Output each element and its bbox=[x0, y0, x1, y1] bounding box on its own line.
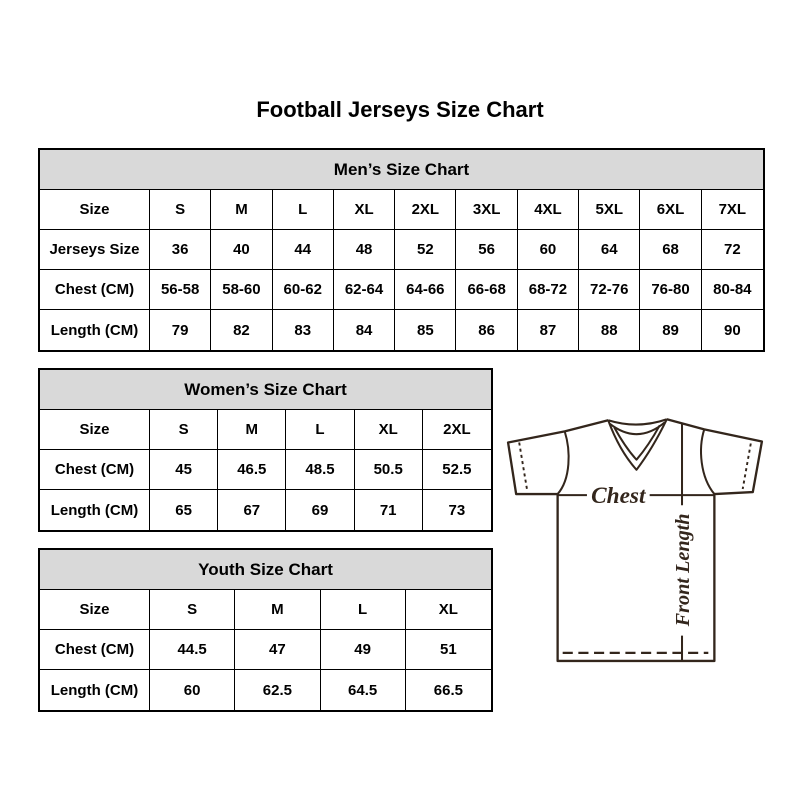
table-cell: 48 bbox=[334, 230, 395, 270]
table-row bbox=[40, 630, 491, 670]
jersey-measurement-diagram bbox=[502, 398, 770, 666]
table-cell: 66-68 bbox=[456, 270, 517, 310]
table-cell: 76-80 bbox=[640, 270, 701, 310]
table-cell: 68-72 bbox=[518, 270, 579, 310]
right-cuff-dashed-line bbox=[743, 444, 751, 490]
row-label-cell: Chest (CM) bbox=[40, 630, 150, 670]
table-row bbox=[40, 310, 763, 350]
table-cell: 56 bbox=[456, 230, 517, 270]
table-cell: 66.5 bbox=[433, 681, 463, 699]
table-cell: 73 bbox=[448, 501, 466, 519]
table-cell: S bbox=[150, 190, 211, 230]
table-cell: 88 bbox=[579, 310, 640, 350]
table-cell: 80-84 bbox=[702, 270, 763, 310]
table-cell: 72 bbox=[702, 230, 763, 270]
table-cell: 47 bbox=[235, 630, 320, 670]
table-cell: 69 bbox=[286, 490, 354, 530]
table-cell: 65 bbox=[150, 490, 218, 530]
row-label-cell: Chest (CM) bbox=[40, 450, 150, 490]
row-label-cell: Length (CM) bbox=[40, 310, 150, 350]
table-cell: 60 bbox=[518, 230, 579, 270]
table-cell: 62-64 bbox=[334, 270, 395, 310]
table-cell: 58-60 bbox=[211, 270, 272, 310]
table-row bbox=[40, 270, 763, 310]
table-cell: 72-76 bbox=[579, 270, 640, 310]
table-cell: 79 bbox=[150, 310, 211, 350]
left-armhole-seam bbox=[558, 431, 569, 494]
table-cell: 60-62 bbox=[273, 270, 334, 310]
chest-label: Chest bbox=[591, 483, 646, 510]
table-cell: 52.5 bbox=[423, 450, 491, 490]
table-row bbox=[40, 670, 491, 710]
table-cell: 82 bbox=[211, 310, 272, 350]
row-label-cell: Size bbox=[40, 410, 150, 450]
jersey-diagram-svg bbox=[502, 398, 770, 666]
table-cell: XL bbox=[334, 190, 395, 230]
table-cell: 90 bbox=[723, 321, 741, 339]
table-cell: 67 bbox=[218, 490, 286, 530]
row-label-cell: Size bbox=[40, 590, 150, 630]
row-label-cell: Jerseys Size bbox=[40, 230, 150, 270]
right-armhole-seam bbox=[701, 429, 714, 494]
table-cell: 5XL bbox=[579, 190, 640, 230]
table-row bbox=[40, 450, 491, 490]
table-cell: 44.5 bbox=[150, 630, 235, 670]
table-cell: 4XL bbox=[518, 190, 579, 230]
table-cell: XL bbox=[355, 410, 423, 450]
table-cell: 2XL bbox=[423, 410, 491, 450]
table-cell: 71 bbox=[355, 490, 423, 530]
collar-top-edge bbox=[608, 419, 667, 424]
womens-size-table bbox=[38, 368, 493, 532]
table-cell: 89 bbox=[640, 310, 701, 350]
table-cell: 84 bbox=[334, 310, 395, 350]
table-cell: L bbox=[286, 410, 354, 450]
table-cell: 56-58 bbox=[150, 270, 211, 310]
row-label-cell: Chest (CM) bbox=[40, 270, 150, 310]
table-row bbox=[40, 410, 491, 450]
table-cell: 60 bbox=[150, 670, 235, 710]
table-cell: S bbox=[150, 410, 218, 450]
table-cell: S bbox=[150, 590, 235, 630]
table-cell: 64 bbox=[579, 230, 640, 270]
table-cell: 7XL bbox=[702, 190, 763, 230]
table-cell: 3XL bbox=[456, 190, 517, 230]
table-cell: 87 bbox=[518, 310, 579, 350]
row-label-cell: Length (CM) bbox=[40, 670, 150, 710]
table-cell: 48.5 bbox=[286, 450, 354, 490]
table-cell: 50.5 bbox=[355, 450, 423, 490]
table-cell: 40 bbox=[211, 230, 272, 270]
table-cell: 49 bbox=[321, 630, 406, 670]
table-cell: 83 bbox=[273, 310, 334, 350]
table-cell: L bbox=[321, 590, 406, 630]
jersey-outline bbox=[508, 419, 762, 661]
table-row bbox=[40, 230, 763, 270]
table-cell: 64-66 bbox=[395, 270, 456, 310]
table-cell: L bbox=[273, 190, 334, 230]
table-cell: 46.5 bbox=[218, 450, 286, 490]
table-cell: 6XL bbox=[640, 190, 701, 230]
youth-table-title: Youth Size Chart bbox=[40, 550, 491, 590]
page-title: Football Jerseys Size Chart bbox=[256, 97, 544, 122]
table-cell: 52 bbox=[395, 230, 456, 270]
table-cell: 44 bbox=[273, 230, 334, 270]
table-row bbox=[40, 590, 491, 630]
front-length-label: Front Length bbox=[672, 513, 695, 627]
table-cell: 2XL bbox=[395, 190, 456, 230]
row-label-cell: Size bbox=[40, 190, 150, 230]
table-row bbox=[40, 190, 763, 230]
left-cuff-dashed-line bbox=[519, 442, 527, 491]
womens-table-title: Women’s Size Chart bbox=[40, 370, 491, 410]
table-cell: 51 bbox=[406, 630, 491, 670]
youth-size-table bbox=[38, 548, 493, 712]
table-cell: 86 bbox=[456, 310, 517, 350]
table-cell: XL bbox=[406, 590, 491, 630]
table-cell: 36 bbox=[150, 230, 211, 270]
table-cell: 64.5 bbox=[321, 670, 406, 710]
table-cell: 45 bbox=[150, 450, 218, 490]
table-cell: 62.5 bbox=[235, 670, 320, 710]
table-cell: M bbox=[235, 590, 320, 630]
mens-table-title: Men’s Size Chart bbox=[40, 150, 763, 190]
mens-size-table bbox=[38, 148, 765, 352]
table-cell: M bbox=[218, 410, 286, 450]
row-label-cell: Length (CM) bbox=[40, 490, 150, 530]
table-cell: 68 bbox=[640, 230, 701, 270]
table-cell: M bbox=[211, 190, 272, 230]
table-cell: 85 bbox=[395, 310, 456, 350]
table-row bbox=[40, 490, 491, 530]
